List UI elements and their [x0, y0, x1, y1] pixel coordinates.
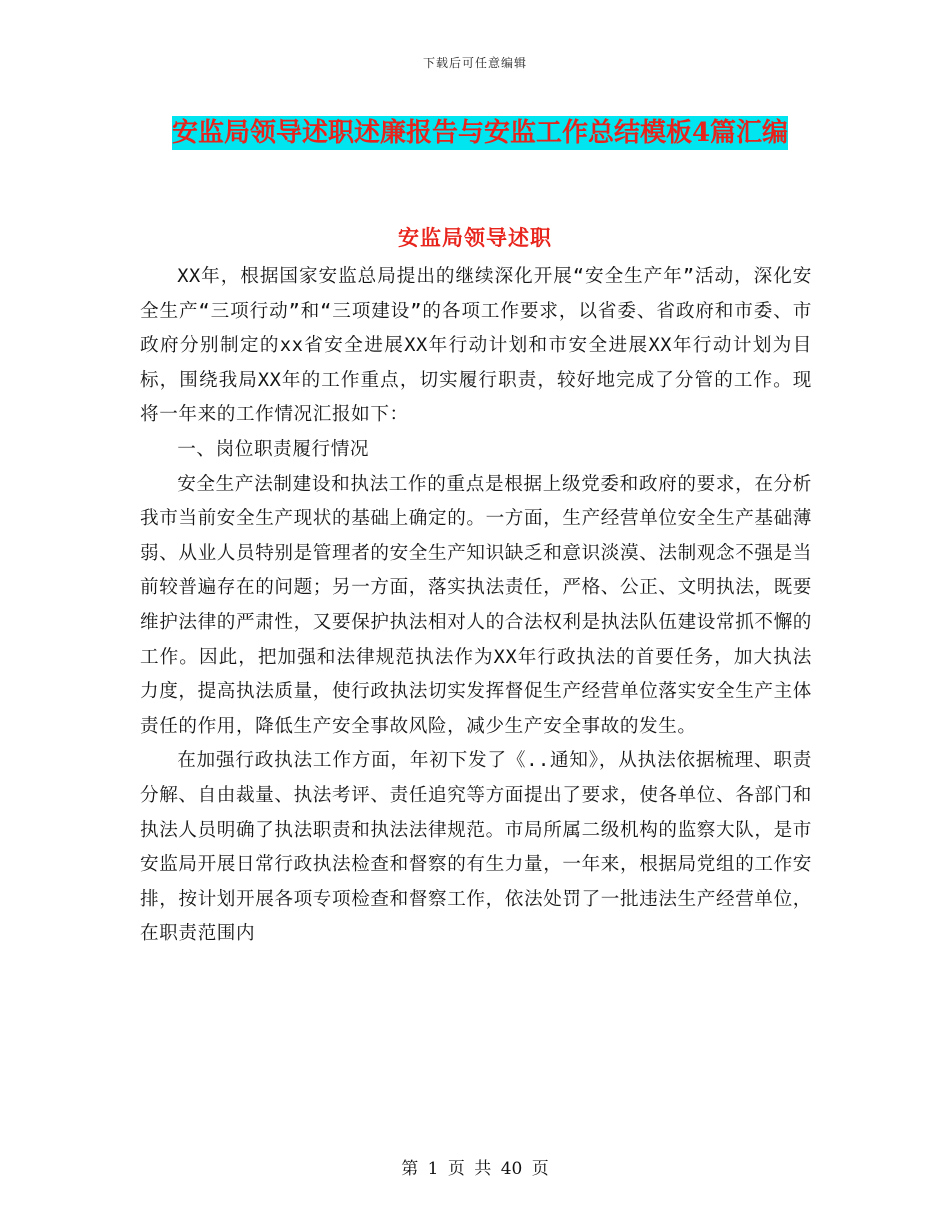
- paragraph: 一、岗位职责履行情况: [177, 438, 370, 460]
- document-title: [150, 112, 810, 154]
- document-body: [140, 260, 812, 952]
- paragraph: XX年，根据国家安监总局提出的继续深化开展“安全生产年”活动，深化安全生产“三项行动”和“三项建设”的各项工作要求，以省委、省政府和市委、市政府分别制定的xx省安全进展XX年行动计划和市安全进展XX年行动计划为目标，围绕我局XX年的工作重点，切实履行职责，较好地完成了分管的工作。现将一年来的工作情况汇报如下：: [140, 266, 812, 426]
- paragraph: 安全生产法制建设和执法工作的重点是根据上级党委和政府的要求，在分析我市当前安全生产现状的基础上确定的。一方面，生产经营单位安全生产基础薄弱、从业人员特别是管理者的安全生产知识缺乏和意识淡漠、法制观念不强是当前较普遍存在的问题；另一方面，落实执法责任，严格、公正、文明执法，既要维护法律的严肃性，又要保护执法相对人的合法权利是执法队伍建设常抓不懈的工作。因此，把加强和法律规范执法作为XX年行政执法的首要任务，加大执法力度，提高执法质量，使行政执法切实发挥督促生产经营单位落实安全生产主体责任的作用，降低生产安全事故风险，减少生产安全事故的发生。: [140, 473, 812, 737]
- paragraph: 在加强行政执法工作方面，年初下发了《..通知》，从执法依据梳理、职责分解、自由裁量、执法考评、责任追究等方面提出了要求，使各单位、各部门和执法人员明确了执法职责和执法法律规范。市局所属二级机构的监察大队，是市安监局开展日常行政执法检查和督察的有生力量，一年来，根据局党组的工作安排，按计划开展各项专项检查和督察工作，依法处罚了一批违法生产经营单位，在职责范围内: [140, 750, 812, 945]
- document-title-text: 安监局领导述职述廉报告与安监工作总结模板4篇汇编: [171, 118, 789, 148]
- section-title: 安监局领导述职: [398, 225, 552, 250]
- header-note: 下载后可任意编辑: [422, 56, 527, 70]
- page-footer: 第 1 页 共 40 页: [401, 1159, 549, 1179]
